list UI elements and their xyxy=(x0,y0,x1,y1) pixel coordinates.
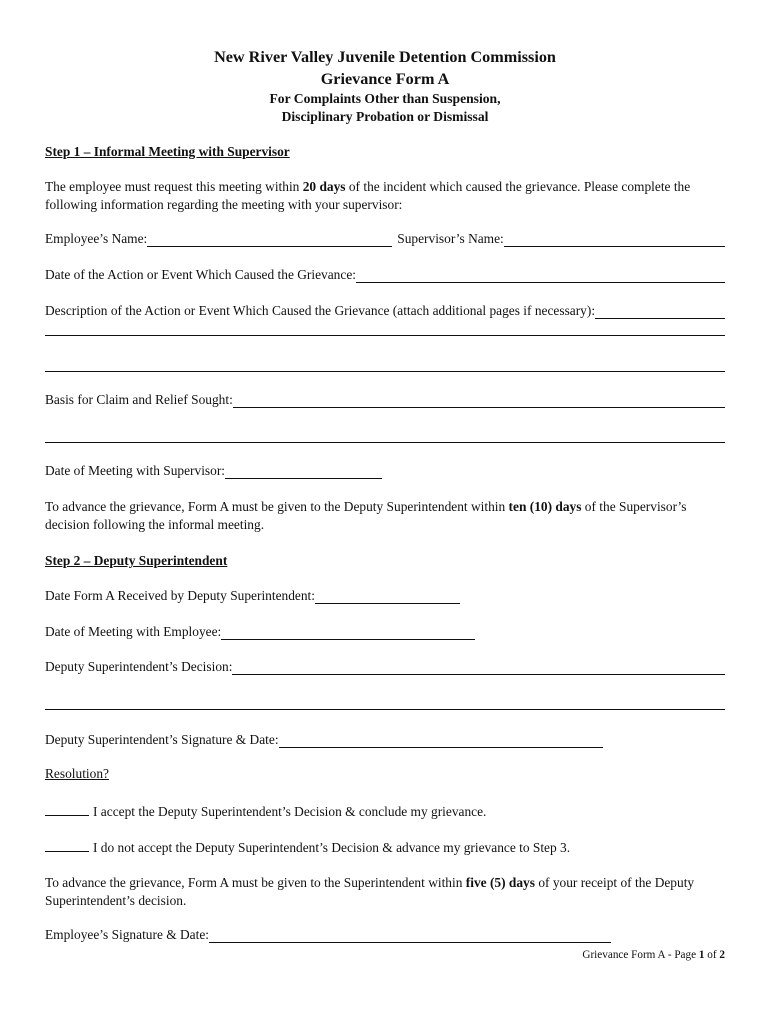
description-field[interactable] xyxy=(595,304,725,319)
description-line-3[interactable] xyxy=(45,371,725,372)
accept-option xyxy=(45,802,725,820)
decision-field[interactable] xyxy=(232,660,725,675)
footer-of: of xyxy=(704,949,720,961)
date-meeting-employee-label: Date of Meeting with Employee: xyxy=(45,624,222,639)
basis-label: Basis for Claim and Relief Sought: xyxy=(45,392,233,407)
reject-option xyxy=(45,838,725,856)
footer-page-number: 1 xyxy=(698,949,705,961)
step2-advance-note xyxy=(45,874,725,910)
date-action-row xyxy=(45,267,725,283)
date-received-label: Date Form A Received by Deputy Superintendent: xyxy=(45,588,315,603)
description-row xyxy=(45,303,725,319)
date-action-field[interactable] xyxy=(356,268,725,283)
deputy-signature-label: Deputy Superintendent’s Signature & Date: xyxy=(45,732,279,747)
step2-heading: Step 2 – Deputy Superintendent xyxy=(45,553,228,568)
step1-intro-text: The employee must request this meeting within xyxy=(45,179,303,194)
step2-advance-deadline: five (5) days xyxy=(465,875,535,890)
form-title: Grievance Form A xyxy=(320,70,450,88)
employee-name-label: Employee’s Name: xyxy=(45,231,148,246)
name-fields-row xyxy=(45,231,725,247)
step1-advance-deadline: ten (10) days xyxy=(508,499,582,514)
form-subtitle-line2: Disciplinary Probation or Dismissal xyxy=(281,109,489,124)
step1-intro xyxy=(45,178,725,214)
date-meeting-employee-field[interactable] xyxy=(221,625,475,640)
step1-heading: Step 1 – Informal Meeting with Supervisor xyxy=(45,144,290,159)
page-footer xyxy=(582,949,725,961)
document-title: New River Valley Juvenile Detention Commission xyxy=(214,48,556,66)
date-received-field[interactable] xyxy=(315,589,460,604)
basis-line-2[interactable] xyxy=(45,442,725,443)
footer-page-total: 2 xyxy=(719,949,725,961)
step1-advance-text-2: of the Supervisor’s decision following the informal meeting. xyxy=(45,499,687,532)
accept-checkbox-blank[interactable] xyxy=(45,802,89,816)
step1-advance-note xyxy=(45,498,725,534)
date-meeting-supervisor-field[interactable] xyxy=(225,464,382,479)
supervisor-name-field[interactable] xyxy=(504,232,725,247)
employee-name-field[interactable] xyxy=(147,232,392,247)
date-action-label: Date of the Action or Event Which Caused the Grievance: xyxy=(45,267,356,282)
footer-prefix: Grievance Form A - Page xyxy=(582,949,699,961)
description-label: Description of the Action or Event Which Caused the Grievance (attach additional pages if necessary): xyxy=(45,303,596,318)
description-line-2[interactable] xyxy=(45,335,725,336)
accept-option-text: I accept the Deputy Superintendent’s Decision & conclude my grievance. xyxy=(93,804,487,819)
step2-advance-text: To advance the grievance, Form A must be given to the Superintendent within xyxy=(45,875,466,890)
decision-line-2[interactable] xyxy=(45,709,725,710)
employee-signature-field[interactable] xyxy=(209,928,611,943)
step1-intro-deadline: 20 days xyxy=(302,179,346,194)
date-received-row xyxy=(45,588,725,604)
reject-checkbox-blank[interactable] xyxy=(45,838,89,852)
employee-signature-label: Employee’s Signature & Date: xyxy=(45,927,209,942)
deputy-signature-field[interactable] xyxy=(279,733,603,748)
decision-row xyxy=(45,659,725,675)
reject-option-text: I do not accept the Deputy Superintendent’s Decision & advance my grievance to Step 3. xyxy=(93,840,571,855)
decision-label: Deputy Superintendent’s Decision: xyxy=(45,659,233,674)
supervisor-name-label: Supervisor’s Name: xyxy=(397,231,504,246)
date-meeting-supervisor-row xyxy=(45,463,725,479)
employee-signature-row xyxy=(45,927,725,943)
resolution-heading: Resolution? xyxy=(45,766,109,781)
step2-advance-text-2: of your receipt of the Deputy Superintendent’s decision. xyxy=(45,875,695,908)
date-meeting-supervisor-label: Date of Meeting with Supervisor: xyxy=(45,463,225,478)
form-subtitle-line1: For Complaints Other than Suspension, xyxy=(269,91,501,106)
step1-advance-text: To advance the grievance, Form A must be given to the Deputy Superintendent within xyxy=(45,499,509,514)
date-meeting-employee-row xyxy=(45,624,725,640)
basis-row xyxy=(45,392,725,408)
basis-field[interactable] xyxy=(233,393,725,408)
deputy-signature-row xyxy=(45,732,725,748)
step1-intro-text-2: of the incident which caused the grievance. Please complete the following information regarding the meeting with your supervisor: xyxy=(45,179,691,212)
